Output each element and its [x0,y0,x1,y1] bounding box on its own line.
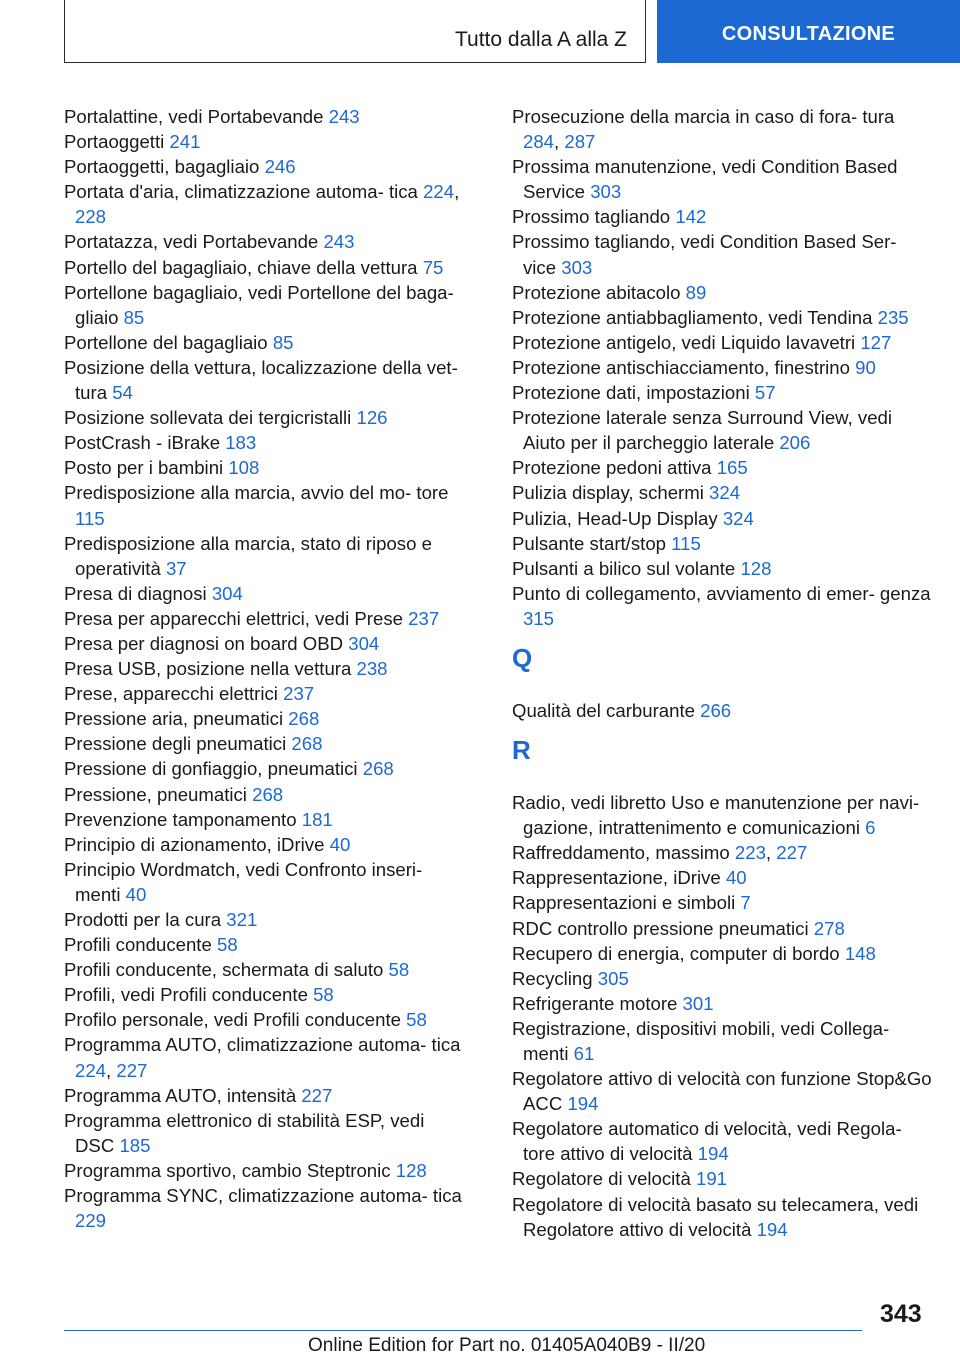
index-entry-text: Rappresentazione, iDrive [512,867,721,889]
index-entry [512,455,932,480]
index-entry-text: Radio, vedi libretto Uso e manutenzione per navi- gazione, intrattenimento e comunicazioni [512,792,920,839]
index-entry [64,154,464,179]
page-link[interactable]: 181 [301,808,333,830]
page-link[interactable]: 227 [776,842,808,864]
index-entry-text: Presa per apparecchi elettrici, vedi Prese [64,607,403,629]
page-link[interactable]: 58 [406,1009,427,1031]
index-entry-text: Posizione sollevata dei tergicristalli [64,407,352,429]
index-entry [64,430,464,455]
index-entry-text: Presa di diagnosi [64,582,207,604]
index-entry-text: Regolatore automatico di velocità, vedi Regola- tore attivo di velocità [512,1118,902,1165]
index-entry [64,1083,464,1108]
page-link[interactable]: 321 [226,909,258,930]
page-link[interactable]: 227 [116,1059,148,1081]
index-entry [512,154,932,204]
page-link[interactable]: 227 [301,1084,333,1106]
page-link[interactable]: 243 [328,106,360,127]
page-link[interactable]: 268 [252,783,284,805]
index-entry-text: Portello del bagagliaio, chiave della vettura [64,256,418,278]
page-link[interactable]: 224 [423,181,455,203]
page-link[interactable]: 85 [272,331,294,353]
index-entry [64,1108,464,1158]
index-entry [512,698,932,723]
index-entry-text: Portalattine, vedi Portabevande [64,106,324,127]
page-link[interactable]: 284 [523,131,555,153]
page-link[interactable]: 89 [685,281,707,303]
index-entry-text: Pulsante start/stop [512,532,666,554]
index-entry-text: Protezione antischiacciamento, finestrino [512,356,850,378]
index-entry-text: Prossimo tagliando, vedi Condition Based Ser- vice [512,231,897,278]
index-letter-heading: R [512,735,531,766]
page-link[interactable]: 324 [709,482,741,504]
index-entry [512,405,932,455]
index-entry-text: Protezione antigelo, vedi Liquido lavavetri [512,331,856,353]
tab-consultazione[interactable] [657,0,960,63]
footer-divider [64,1330,862,1331]
index-entry [512,1192,932,1242]
index-entry-text: Recupero di energia, computer di bordo [512,942,840,964]
index-entry [512,991,932,1016]
page-link[interactable]: 57 [754,382,776,404]
index-entry-text: Programma elettronico di stabilità ESP, vedi DSC [64,1109,425,1156]
page-link[interactable]: 183 [225,432,257,454]
index-entry-text: Portaoggetti, bagagliaio [64,156,260,178]
page-link[interactable]: 194 [697,1143,729,1165]
page-link[interactable]: 108 [228,457,260,479]
index-entry [64,581,464,606]
index-entry-text: Predisposizione alla marcia, stato di riposo e operatività [64,532,432,579]
page-link[interactable]: 7 [740,892,751,914]
index-entry-text: Protezione abitacolo [512,281,681,303]
page-link[interactable]: 228 [75,206,107,228]
index-entry-text: Punto di collegamento, avviamento di emer- genza [512,582,931,604]
page-link[interactable]: 237 [283,683,315,705]
index-entry: Portata d'aria, climatizzazione automa- tica 224, 228 [64,181,460,228]
index-entry [64,782,464,807]
index-entry [512,941,932,966]
index-entry-text: Refrigerante motore [512,992,678,1014]
page-link[interactable]: 115 [75,507,105,529]
page-link[interactable]: 90 [855,356,876,378]
index-entry-text: Programma sportivo, cambio Steptronic [64,1159,391,1181]
page-link[interactable]: 303 [561,256,593,278]
index-entry [64,1183,464,1233]
index-entry-text: Raffreddamento, massimo [512,842,730,864]
page-link[interactable]: 238 [356,658,388,680]
index-entry [64,907,464,932]
index-entry [64,104,464,129]
index-entry [512,966,932,991]
page-link[interactable]: 58 [313,984,334,1006]
index-entry: Programma AUTO, climatizzazione automa- tica 224, 227 [64,1034,461,1081]
index-entry-text: Profili conducente [64,934,212,956]
index-entry-text: Presa per diagnosi on board OBD [64,632,344,654]
index-entry [512,330,932,355]
index-entry-text: Profili conducente, schermata di saluto [64,959,384,981]
page-link[interactable]: 58 [216,934,238,956]
index-entry-text: Prese, apparecchi elettrici [64,683,278,705]
index-entry [64,129,464,154]
index-entry [64,1158,464,1183]
index-entry-text: Portaoggetti [64,131,165,153]
index-entry-text: Prevenzione tamponamento [64,808,297,830]
index-entry-text: Portatazza, vedi Portabevande [64,231,319,253]
index-entry [64,807,464,832]
page-link[interactable]: 324 [722,507,754,529]
page-link[interactable]: 224 [75,1059,107,1081]
index-entry [512,916,932,941]
index-entry: Raffreddamento, massimo 223, 227 [512,842,808,864]
page-link[interactable]: 194 [756,1218,788,1240]
index-entry-text: RDC controllo pressione pneumatici [512,917,809,939]
index-entry [512,790,932,840]
page-link[interactable]: 303 [590,181,622,203]
section-title: Tutto dalla A alla Z [455,28,627,51]
index-entry [512,1016,932,1066]
page-link[interactable]: 278 [813,917,845,939]
page-link[interactable]: 40 [329,833,351,855]
page-link[interactable]: 229 [75,1210,107,1232]
index-entry [64,731,464,756]
index-letter-heading: Q [512,642,533,673]
index-entry [512,305,932,330]
page-link[interactable]: 287 [564,131,596,153]
index-entry-text: Portellone del bagagliaio [64,331,268,353]
page-link[interactable]: 85 [123,306,145,328]
page-link[interactable]: 194 [567,1093,599,1115]
index-entry [64,330,464,355]
page-link[interactable]: 246 [264,156,296,178]
index-entry [512,1116,932,1166]
page-link[interactable]: 315 [523,607,555,629]
index-column-right [512,104,932,1242]
index-entry-text: Prossimo tagliando [512,206,671,228]
index-entry-text: Qualità del carburante [512,699,695,721]
index-entry-text: Portellone bagagliaio, vedi Portellone del baga- gliaio [64,281,454,328]
page-link[interactable]: 148 [844,942,876,964]
index-entry-text: Posto per i bambini [64,457,224,479]
index-entry [512,355,932,380]
page-link[interactable]: 37 [165,557,187,579]
index-entry-text: Profilo personale, vedi Profili conducente [64,1009,401,1031]
page-link[interactable]: 304 [348,632,380,654]
index-entry [64,656,464,681]
page-link[interactable]: 266 [700,699,732,721]
index-entry [512,280,932,305]
index-entry [64,405,464,430]
index-entry-text: Pressione aria, pneumatici [64,708,284,730]
page-link[interactable]: 223 [734,842,766,864]
index-entry [64,756,464,781]
index-entry [512,890,932,915]
page-number: 343 [880,1300,922,1328]
index-entry-text: Protezione laterale senza Surround View, vedi Aiuto per il parcheggio laterale [512,407,893,454]
index-entry [512,480,932,505]
index-entry-text: Pulizia, Head-Up Display [512,507,718,529]
index-entry-text: Pulizia display, schermi [512,482,704,504]
index-entry [512,229,932,279]
index-entry [64,229,464,254]
index-entry-text: Prodotti per la cura [64,909,222,930]
page-link[interactable]: 301 [682,992,714,1014]
index-entry-text: Principio Wordmatch, vedi Confronto inseri- menti [64,858,423,905]
page-link[interactable]: 128 [395,1159,427,1181]
page-link[interactable]: 75 [422,256,444,278]
index-entry [64,606,464,631]
index-entry [64,355,464,405]
index-entry-text: Predisposizione alla marcia, avvio del mo- tore [64,482,449,504]
index-entry-text: Pressione degli pneumatici [64,733,287,755]
index-entry-text: Recycling [512,967,593,989]
index-entry [512,506,932,531]
index-entry [64,706,464,731]
index-entry [64,631,464,656]
page-link[interactable]: 206 [779,432,811,454]
page-link[interactable]: 40 [125,883,147,905]
tab-label: CONSULTAZIONE [721,23,896,45]
page-link[interactable]: 54 [112,382,133,404]
footer-edition: Online Edition for Part no. 01405A040B9 - II/20 [308,1335,706,1356]
index-entry-text: Protezione antiabbagliamento, vedi Tendina [512,306,873,328]
page-link[interactable]: 142 [675,206,707,228]
page-link[interactable]: 6 [865,817,876,839]
header-frame [64,0,646,63]
index-entry [512,556,932,581]
page-link[interactable]: 235 [877,306,909,328]
page-link[interactable]: 127 [860,331,892,353]
index-entry: Prosecuzione della marcia in caso di fora- tura 284, 287 [512,106,895,153]
index-entry-text: PostCrash - iBrake [64,432,221,454]
index-entry [512,380,932,405]
index-entry-text: Regolatore di velocità basato su telecamera, vedi Regolatore attivo di velocità [512,1193,919,1240]
index-entry-text: Principio di azionamento, iDrive [64,833,325,855]
index-entry-text: Posizione della vettura, localizzazione della vet- tura [64,356,458,404]
index-entry [64,681,464,706]
page-link[interactable]: 305 [597,967,629,989]
index-entry [64,857,464,907]
index-entry [64,455,464,480]
index-entry-text: Profili, vedi Profili conducente [64,984,308,1006]
index-entry-text: Regolatore di velocità [512,1168,691,1190]
page-link[interactable]: 268 [288,708,320,730]
page-link[interactable]: 126 [356,407,388,429]
index-entry-text: Pressione, pneumatici [64,783,247,805]
page-link[interactable]: 237 [408,607,440,629]
index-entry [64,982,464,1007]
index-entry-text: Programma SYNC, climatizzazione automa- tica [64,1185,462,1207]
index-entry-text: Prossima manutenzione, vedi Condition Based Service [512,156,898,203]
index-entry-text: Programma AUTO, intensità [64,1084,297,1106]
page-link[interactable]: 61 [573,1043,595,1064]
index-entry-text: Rappresentazioni e simboli [512,892,736,914]
index-entry-text: Pulsanti a bilico sul volante [512,557,736,579]
page-link[interactable]: 40 [725,867,747,889]
index-entry-text: Pressione di gonfiaggio, pneumatici [64,758,358,780]
index-entry [512,1166,932,1191]
index-entry-text: Portata d'aria, climatizzazione automa- tica [64,181,418,203]
index-entry [64,255,464,280]
index-entry [512,581,932,631]
index-entry [64,480,464,530]
page-link[interactable]: 191 [695,1168,728,1190]
page-link[interactable]: 268 [362,758,394,780]
index-entry-text: Presa USB, posizione nella vettura [64,658,352,680]
index-entry [64,832,464,857]
index-entry [64,957,464,982]
index-entry [512,1066,932,1116]
page-link[interactable]: 185 [119,1134,151,1156]
index-entry-text: Protezione pedoni attiva [512,457,712,479]
index-entry-text: Regolatore attivo di velocità con funzione Stop&Go ACC [512,1068,932,1115]
index-entry [512,531,932,556]
index-entry [512,865,932,890]
index-entry-text: Protezione dati, impostazioni [512,382,750,404]
index-entry [64,531,464,581]
index-entry-text: Programma AUTO, climatizzazione automa- tica [64,1034,461,1056]
page-link[interactable]: 243 [323,231,355,253]
page-link[interactable]: 268 [291,733,323,755]
index-column-left [64,104,464,1233]
index-entry [64,1007,464,1032]
page-link[interactable]: 128 [740,557,772,579]
page-link[interactable]: 58 [388,959,410,981]
index-entry [512,204,932,229]
index-entry [64,932,464,957]
index-entry [64,280,464,330]
page-link[interactable]: 304 [211,582,243,604]
index-entry-text: Prosecuzione della marcia in caso di fora- tura [512,106,895,127]
page-link[interactable]: 165 [716,457,748,479]
page-link[interactable]: 241 [169,131,201,153]
page-link[interactable]: 115 [671,532,701,554]
index-entry-text: Registrazione, dispositivi mobili, vedi Collega- menti [512,1017,890,1064]
